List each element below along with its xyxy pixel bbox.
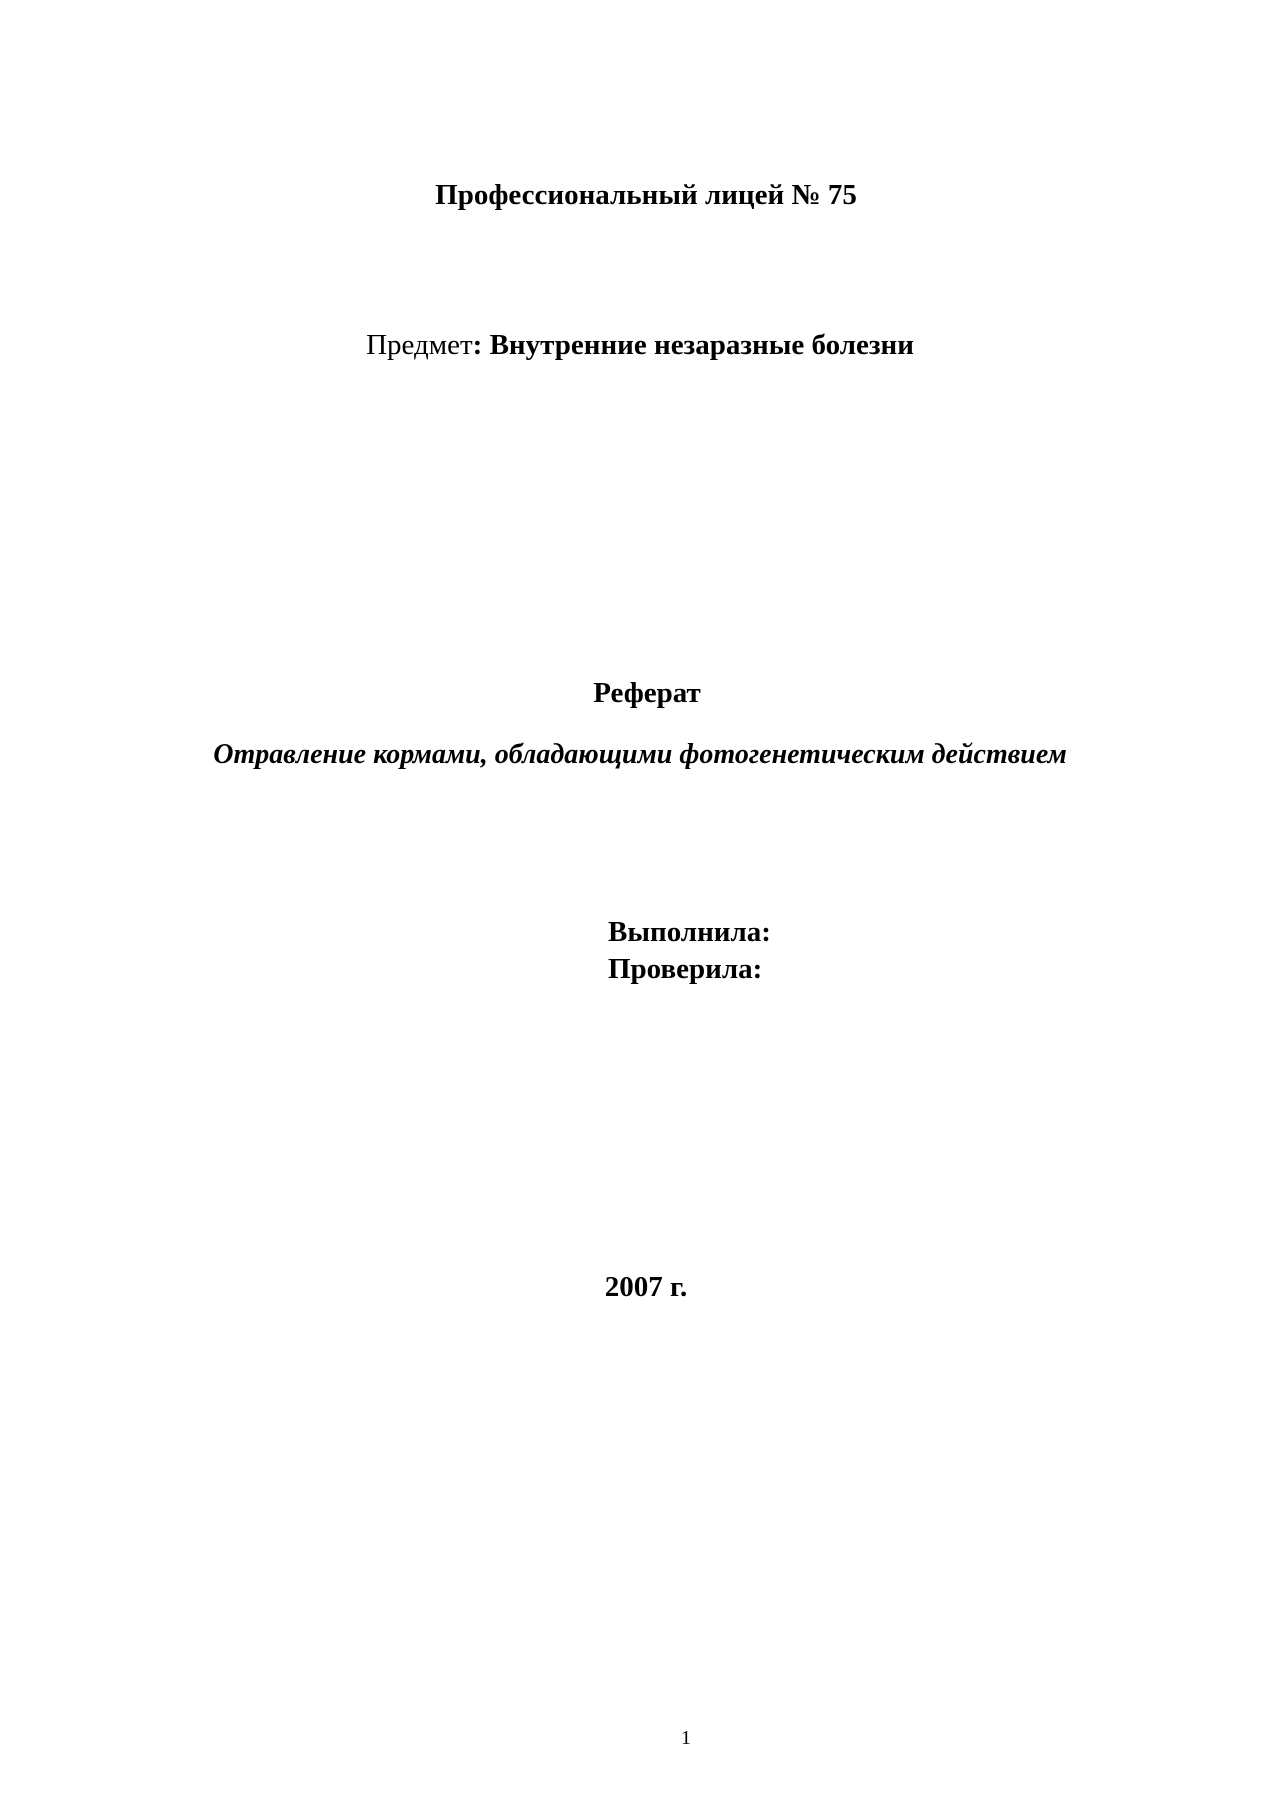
page-number: 1 — [681, 1727, 691, 1749]
subject-line — [0, 327, 1280, 363]
institution-name: Профессиональный лицей № 75 — [435, 179, 857, 211]
subject-label: Предмет — [366, 329, 473, 361]
checked-by-label: Проверила: — [608, 953, 763, 985]
year: 2007 г. — [604, 1271, 688, 1303]
document-type: Реферат — [593, 677, 701, 709]
subject-value: : Внутренние незаразные болезни — [472, 329, 914, 361]
report-topic: Отравление кормами, обладающими фотогенетическим действием — [213, 739, 1067, 770]
performed-by-label: Выполнила: — [608, 916, 771, 948]
